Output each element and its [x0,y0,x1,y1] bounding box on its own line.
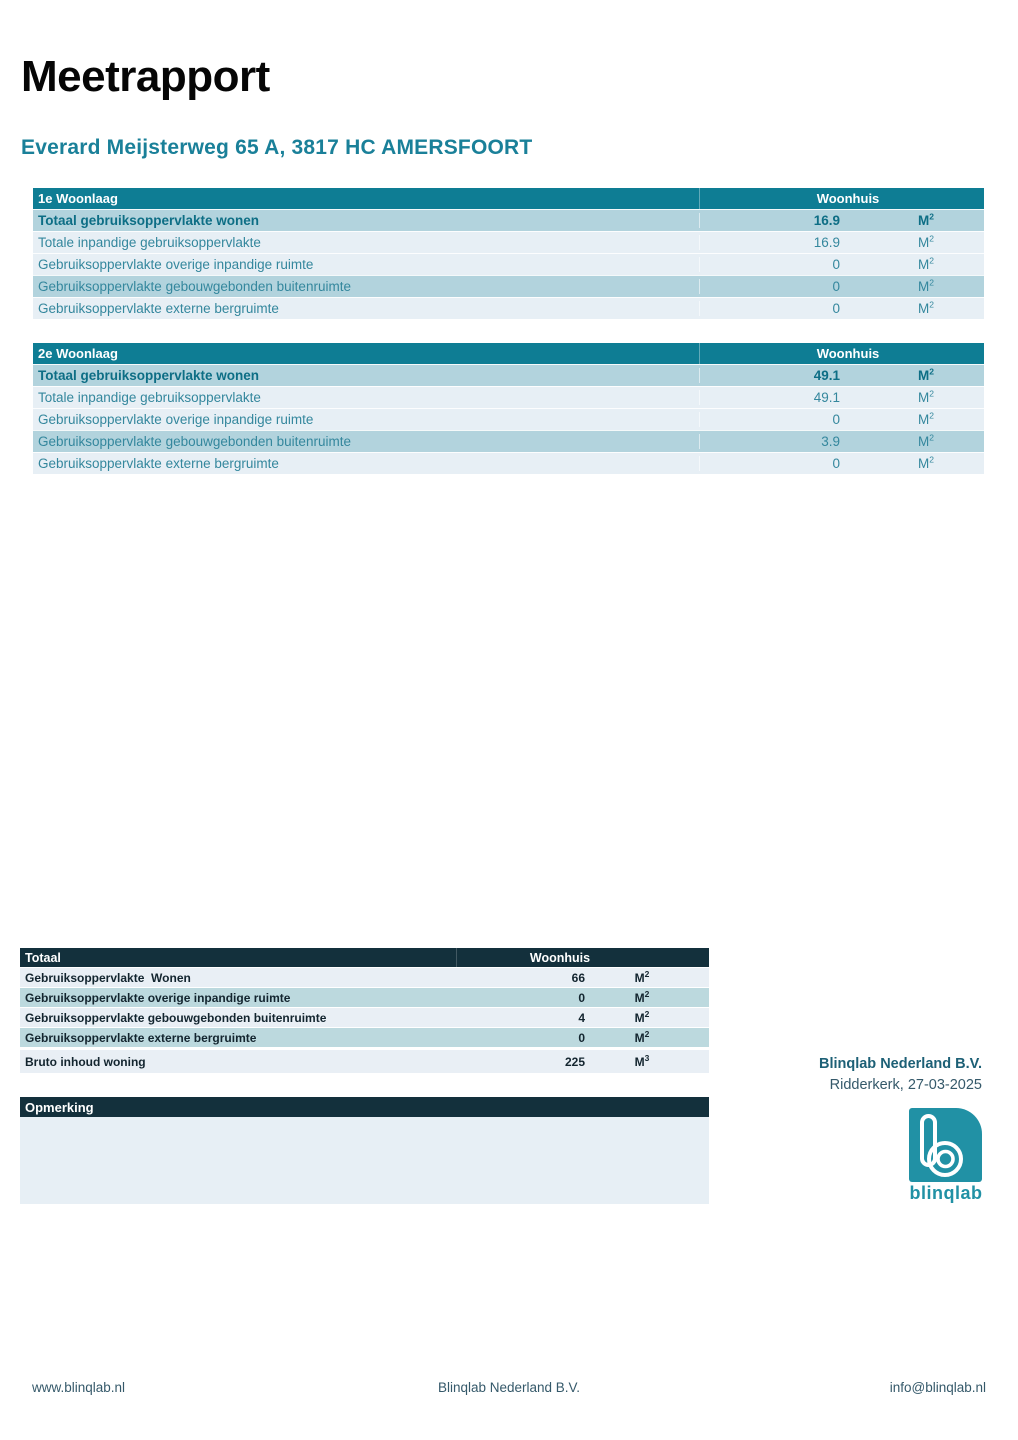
row-label: Gebruiksoppervlakte gebouwgebonden buitenruimte [33,279,700,294]
row-unit [840,235,984,250]
row-label: Gebruiksoppervlakte externe bergruimte [33,456,700,471]
unit-exponent: 2 [929,454,934,465]
table-row [33,430,984,452]
unit-exponent: 3 [644,1052,650,1063]
row-value: 225 [564,1054,585,1069]
row-value: 0 [832,412,840,427]
table-row [20,967,709,987]
company-place-date: Ridderkerk, 27-03-2025 [829,1077,982,1093]
row-unit [840,257,984,272]
table-1e-woonlaag [33,188,984,319]
table-row [20,1027,709,1047]
table-row [20,987,709,1007]
table-row [33,275,984,297]
row-value: 4 [578,1010,585,1025]
row-unit [840,301,984,316]
table-row [33,253,984,275]
table-header-row [33,188,984,209]
unit-base: M [918,412,930,427]
row-unit [840,434,984,449]
table-row [33,386,984,408]
unit-base: M [918,235,930,250]
row-label: Gebruiksoppervlakte overige inpandige ruimte [25,990,291,1005]
blinqlab-b-icon [909,1108,982,1182]
row-unit [585,1028,709,1045]
table-row [33,364,984,386]
table-row [33,209,984,231]
table-row [20,1007,709,1027]
row-label: Gebruiksoppervlakte overige inpandige ruimte [33,412,700,427]
unit-exponent: 2 [644,1028,650,1039]
table-header-row [20,948,709,967]
unit-base: M [634,1030,645,1045]
company-block [819,1054,982,1096]
row-unit [585,968,709,985]
table-row [33,231,984,253]
row-value: 16.9 [813,235,840,250]
row-label: Gebruiksoppervlakte overige inpandige ruimte [33,257,700,272]
row-unit [840,368,984,383]
row-value: 66 [571,970,585,985]
table-body [33,209,984,319]
table-2e-woonlaag [33,343,984,474]
row-label: Gebruiksoppervlakte gebouwgebonden buitenruimte [33,434,700,449]
row-value: 0 [578,990,585,1005]
row-unit [840,279,984,294]
remark-header: Opmerking [20,1097,709,1117]
unit-base: M [634,990,645,1005]
unit-exponent: 2 [929,233,934,244]
unit-exponent: 2 [929,255,934,266]
row-label: Bruto inhoud woning [25,1054,146,1069]
row-value: 0 [832,301,840,316]
table-row [33,297,984,319]
footer-company: Blinqlab Nederland B.V. [437,1380,581,1395]
row-label: Totale inpandige gebruiksoppervlakte [33,390,700,405]
unit-base: M [634,970,645,985]
table-title: 2e Woonlaag [33,343,700,364]
blinqlab-logo-wordmark: blinqlab [909,1183,983,1203]
row-value: 0 [578,1030,585,1045]
row-value: 3.9 [821,434,840,449]
page-title: Meetrapport [21,52,270,101]
unit-base: M [918,368,930,383]
row-label: Gebruiksoppervlakte gebouwgebonden buitenruimte [25,1010,327,1025]
column-header-woonhuis: Woonhuis [529,950,591,965]
footer-email-link: info@blinqlab.nl [889,1380,986,1395]
unit-base: M [634,1010,645,1025]
row-value: 0 [832,279,840,294]
table-row [20,1049,709,1073]
row-value: 49.1 [813,368,840,383]
table-header-row [33,343,984,364]
table-totaal [20,948,709,1073]
unit-base: M [918,279,930,294]
unit-exponent: 2 [644,968,650,979]
table-row [33,452,984,474]
remark-body [20,1117,709,1204]
row-value: 0 [832,456,840,471]
row-label: Gebruiksoppervlakte Wonen [25,970,191,985]
table-body [20,967,709,1073]
unit-base: M [634,1054,645,1069]
row-unit [585,1008,709,1025]
row-unit [840,412,984,427]
blinqlab-logo [909,1108,982,1182]
row-value: 49.1 [813,390,840,405]
unit-base: M [918,301,930,316]
column-header-woonhuis: Woonhuis [816,191,880,206]
unit-exponent: 2 [929,277,934,288]
company-name: Blinqlab Nederland B.V. [818,1056,982,1072]
unit-base: M [918,257,930,272]
table-body [33,364,984,474]
column-header-woonhuis: Woonhuis [816,346,880,361]
row-value: 0 [832,257,840,272]
row-label: Totaal gebruiksoppervlakte wonen [33,368,700,383]
row-unit [840,213,984,228]
unit-exponent: 2 [644,1008,650,1019]
unit-base: M [918,213,930,228]
row-unit [840,456,984,471]
unit-exponent: 2 [929,388,934,399]
table-title: 1e Woonlaag [33,188,700,209]
row-value: 16.9 [813,213,840,228]
unit-exponent: 2 [929,299,934,310]
footer-website-link: www.blinqlab.nl [32,1380,126,1395]
page-subtitle: Everard Meijsterweg 65 A, 3817 HC AMERSFOORT [21,136,533,159]
unit-exponent: 2 [929,211,934,222]
table-title: Totaal [20,948,457,967]
unit-exponent: 2 [644,988,650,999]
unit-base: M [918,434,930,449]
remark-section [20,1097,709,1204]
row-unit [585,1052,709,1069]
row-unit [840,390,984,405]
row-label: Gebruiksoppervlakte externe bergruimte [25,1030,257,1045]
unit-base: M [918,456,930,471]
row-unit [585,988,709,1005]
unit-exponent: 2 [929,410,934,421]
row-label: Gebruiksoppervlakte externe bergruimte [33,301,700,316]
unit-exponent: 2 [929,366,934,377]
unit-base: M [918,390,930,405]
row-label: Totaal gebruiksoppervlakte wonen [33,213,700,228]
row-label: Totale inpandige gebruiksoppervlakte [33,235,700,250]
table-row [33,408,984,430]
unit-exponent: 2 [929,432,934,443]
